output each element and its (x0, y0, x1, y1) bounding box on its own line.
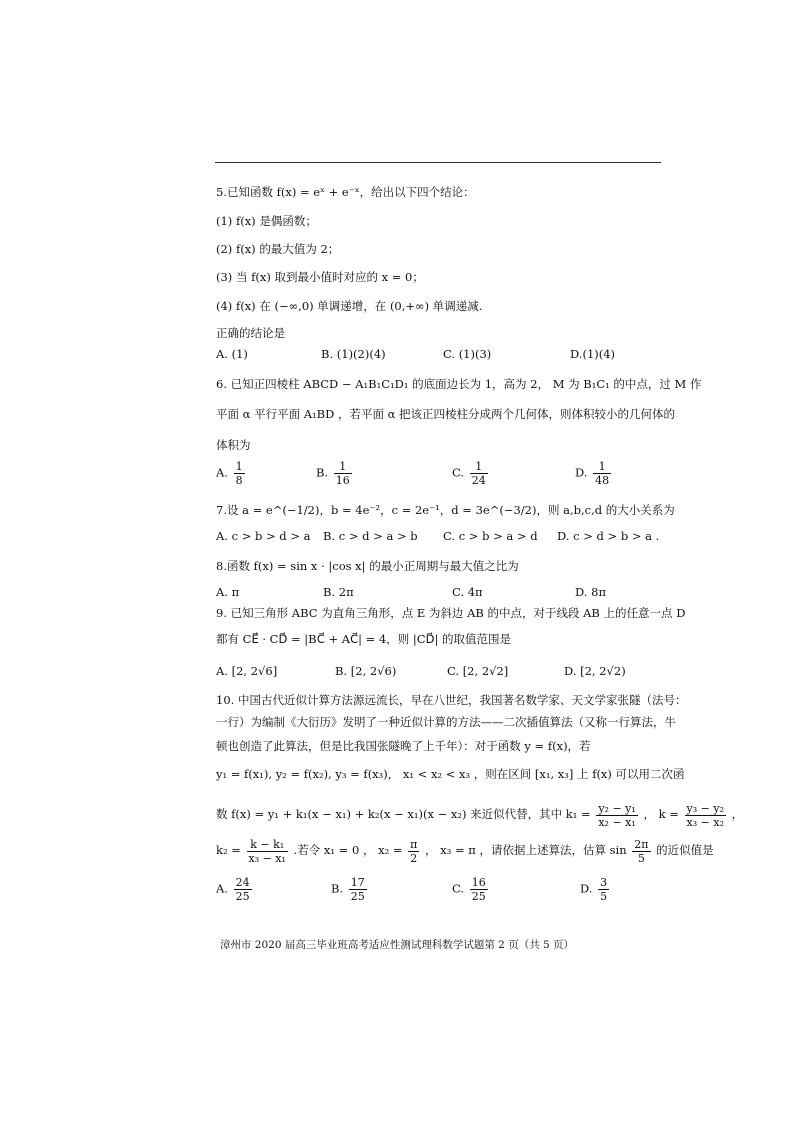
q9-line-2: 都有 CE⃗ · CD⃗ = |BC⃗ + AC⃗| = 4，则 |CD⃗| 的取值范围是 (216, 632, 511, 646)
q7-stem: 7.设 a = e^(−1/2)，b = 4e⁻²，c = 2e⁻¹，d = 3e^(−3/2)，则 a,b,c,d 的大小关系为 (216, 503, 675, 517)
k-denominator: x₃ − x₂ (686, 815, 724, 829)
q6-option-a-numerator: 1 (235, 460, 243, 473)
x2-numerator: π (410, 837, 418, 851)
k1-numerator: y₂ − y₁ (598, 801, 636, 815)
q6-line-1: 6. 已知正四棱柱 ABCD − A₁B₁C₁D₁ 的底面边长为 1，高为 2， M 为 B₁C₁ 的中点，过 M 作 (216, 377, 702, 391)
q6-option-b[interactable] (316, 460, 354, 487)
q10-option-c-denominator: 25 (471, 890, 486, 903)
q10-line-5 (216, 796, 743, 832)
q10-option-d-denominator: 5 (600, 890, 608, 903)
k-label: ， k = (643, 807, 679, 821)
q5-stem: 5.已知函数 f(x) = eˣ + e⁻ˣ，给出以下四个结论： (216, 185, 475, 199)
q6-option-c-numerator: 1 (470, 460, 488, 474)
q5-prompt: 正确的结论是 (216, 326, 285, 340)
q10-prompt: 的近似值是 (656, 843, 714, 857)
q10-line-5-text: 数 f(x) = y₁ + k₁(x − x₁) + k₂(x − x₁)(x − x₂) 来近似代替，其中 k₁ = (216, 807, 591, 821)
q5-option-b[interactable]: B. (1)(2)(4) (321, 347, 386, 361)
q6-option-a-denominator: 8 (235, 474, 243, 487)
q10-option-d-label: D. (580, 881, 593, 896)
q8-option-a[interactable]: A. π (216, 585, 240, 599)
q10-line-4: y₁ = f(x₁), y₂ = f(x₂), y₃ = f(x₃)， x₁ < x₂ < x₃ ，则在区间 [x₁, x₃] 上 f(x) 可以用二次函 (216, 767, 685, 781)
q7-option-c[interactable]: C. c > b > a > d (443, 529, 538, 543)
q8-option-d[interactable]: D. 8π (575, 585, 606, 599)
q6-option-d-fraction (593, 460, 611, 487)
q10-option-d-fraction (598, 876, 609, 903)
q10-option-a-fraction (234, 876, 252, 903)
q6-option-a-label: A. (216, 465, 228, 480)
line-5-comma: ， (731, 807, 744, 821)
q10-option-c[interactable] (452, 876, 490, 903)
k1-denominator: x₂ − x₁ (598, 815, 636, 829)
q8-option-c[interactable]: C. 4π (452, 585, 483, 599)
q7-option-a[interactable]: A. c > b > d > a (216, 529, 311, 543)
q6-option-b-numerator: 1 (334, 460, 352, 474)
q6-option-c-label: C. (452, 465, 465, 480)
q10-option-a[interactable] (216, 876, 254, 903)
k-fraction (685, 802, 726, 829)
q10-option-b-label: B. (331, 881, 344, 896)
q10-option-c-label: C. (452, 881, 465, 896)
q10-line-2: 一行）为编制《大衍历》发明了一种近似计算的方法——二次插值算法（又称一行算法，牛 (216, 715, 676, 729)
q10-option-b[interactable] (331, 876, 369, 903)
q9-option-d[interactable]: D. [2, 2√2) (564, 664, 626, 678)
k2-denominator: x₃ − x₁ (248, 851, 286, 865)
q6-option-d-numerator: 1 (593, 460, 611, 474)
q9-option-b[interactable]: B. [2, 2√6) (335, 664, 397, 678)
q6-option-a[interactable] (216, 460, 247, 487)
q10-option-c-fraction (470, 876, 488, 903)
q10-line-1: 10. 中国古代近似计算方法源远流长，早在八世纪，我国著名数学家、天文学家张隧（法号： (216, 693, 687, 707)
q10-option-a-numerator: 24 (235, 876, 250, 889)
q6-option-b-denominator: 16 (335, 474, 350, 487)
q5-option-d[interactable]: D.(1)(4) (570, 347, 616, 361)
x3-text: ， x₃ = π ，请依据上述算法，估算 sin (425, 843, 627, 857)
q5-option-c[interactable]: C. (1)(3) (443, 347, 492, 361)
q10-option-d[interactable] (580, 876, 611, 903)
q9-option-a[interactable]: A. [2, 2√6] (216, 664, 278, 678)
k1-fraction (596, 802, 637, 829)
q7-option-d[interactable]: D. c > d > b > a . (557, 529, 660, 543)
q9-option-c[interactable]: C. [2, 2√2] (447, 664, 509, 678)
q6-option-a-fraction (234, 460, 245, 487)
q6-option-c[interactable] (452, 460, 490, 487)
q5-claim-2: (2) f(x) 的最大值为 2； (216, 242, 340, 256)
x2-denominator: 2 (410, 851, 418, 865)
q10-line-3: 顿也创造了此算法，但是比我国张隧晚了上千年）：对于函数 y = f(x)，若 (216, 739, 591, 753)
q9-line-1: 9. 已知三角形 ABC 为直角三角形，点 E 为斜边 AB 的中点，对于线段 AB 上的任意一点 D (216, 606, 686, 620)
q8-option-b[interactable]: B. 2π (323, 585, 354, 599)
k2-numerator: k − k₁ (247, 838, 288, 852)
k-numerator: y₃ − y₂ (686, 801, 724, 815)
q10-option-b-denominator: 25 (350, 890, 365, 903)
q6-option-c-denominator: 24 (471, 474, 486, 487)
x1-text: .若令 x₁ = 0 ， x₂ = (293, 843, 403, 857)
q6-option-b-fraction (334, 460, 352, 487)
q10-option-a-denominator: 25 (235, 890, 250, 903)
header-rule (215, 162, 661, 163)
q5-option-a[interactable]: A. (1) (216, 347, 248, 361)
q5-claim-3: (3) 当 f(x) 取到最小值时对应的 x = 0； (216, 270, 424, 284)
q5-claim-4: (4) f(x) 在 (−∞,0) 单调递增，在 (0,+∞) 单调递减. (216, 299, 483, 313)
q10-line-6 (216, 832, 714, 868)
q10-option-a-label: A. (216, 881, 228, 896)
q6-option-c-fraction (470, 460, 488, 487)
q6-option-b-label: B. (316, 465, 329, 480)
q6-option-d[interactable] (575, 460, 613, 487)
q5-claim-1: (1) f(x) 是偶函数； (216, 214, 317, 228)
x2-fraction (408, 838, 419, 865)
k2-fraction (247, 838, 288, 865)
q10-option-b-fraction (349, 876, 367, 903)
q6-line-2: 平面 α 平行平面 A₁BD ，若平面 α 把该正四棱柱分成两个几何体，则体积较小的几何体的 (216, 407, 676, 421)
page-footer: 漳州市 2020 届高三毕业班高考适应性测试理科数学试题第 2 页（共 5 页） (219, 939, 575, 951)
q6-option-d-denominator: 48 (595, 474, 610, 487)
q10-option-b-numerator: 17 (350, 876, 365, 889)
q7-option-b[interactable]: B. c > d > a > b (323, 529, 418, 543)
sin-numerator: 2π (634, 837, 649, 851)
q10-option-d-numerator: 3 (600, 876, 608, 889)
q6-line-3: 体积为 (216, 438, 251, 452)
k2-label: k₂ = (216, 843, 241, 857)
q6-option-d-label: D. (575, 465, 588, 480)
sin-denominator: 5 (637, 851, 645, 865)
sin-fraction (632, 838, 650, 865)
q8-stem: 8.函数 f(x) = sin x · |cos x| 的最小正周期与最大值之比为 (216, 559, 519, 573)
q10-option-c-numerator: 16 (471, 876, 486, 889)
